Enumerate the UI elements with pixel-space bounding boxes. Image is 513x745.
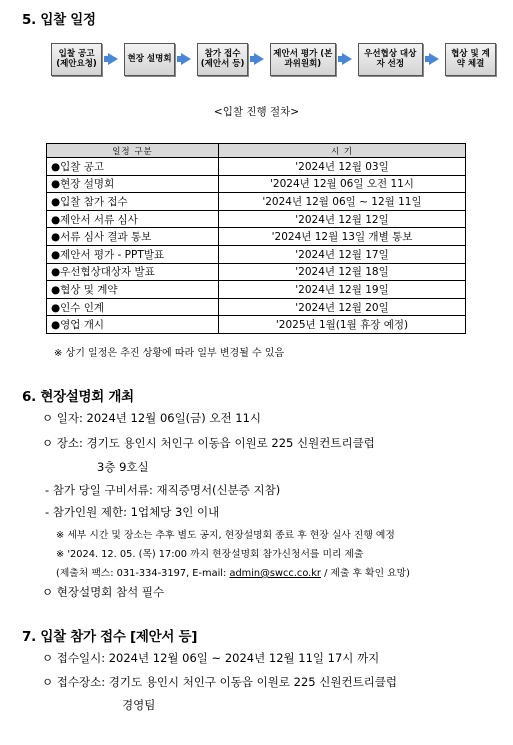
required-documents: - 참가 당일 구비서류: 재직증명서(신분증 지참) (45, 483, 281, 497)
table-row (47, 175, 466, 193)
arrow-right-icon (108, 53, 118, 65)
row-label: ●제안서 서류 심사 (47, 210, 219, 228)
contact-info (56, 565, 410, 579)
briefing-note-2: ※ '2024. 12. 05. (목) 17:00 까지 현장설명회 참가신청서를 미리 제출 (56, 549, 364, 560)
row-date: '2024년 12월 13일 개별 통보 (219, 228, 466, 246)
row-date: '2025년 1월(1월 휴장 예정) (219, 316, 466, 334)
row-label: ●우선협상대상자 발표 (47, 263, 219, 281)
submission-team: 경영팀 (122, 698, 156, 712)
flow-step-1: 입찰 공고 (제안요청) (51, 43, 102, 76)
table-row (47, 281, 466, 299)
row-date: '2024년 12월 17일 (219, 245, 466, 263)
contact-suffix: / 제출 후 확인 요망) (320, 568, 410, 579)
section5-title: 5. 입찰 일정 (22, 12, 96, 28)
flow-step-3: 참가 접수 (제안서 등) (197, 43, 248, 76)
header-category: 일정 구분 (47, 144, 219, 158)
arrow-right-icon (342, 53, 352, 65)
table-header-row (47, 144, 466, 158)
submission-place: ㅇ 접수장소: 경기도 용인시 처인구 이동읍 이원로 225 신원컨트리클럽 (42, 675, 398, 689)
row-date: '2024년 12월 19일 (219, 281, 466, 299)
arrow-right-icon (181, 53, 191, 65)
briefing-place: ㅇ 장소: 경기도 용인시 처인구 이동읍 이원로 225 신원컨트리클럽 (42, 436, 375, 450)
row-date: '2024년 12월 06일 ~ 12월 11일 (219, 193, 466, 211)
table-row (47, 193, 466, 211)
arrow-right-icon (254, 53, 264, 65)
contact-fax: (제출처 팩스: 031-334-3197, E-mail: (56, 568, 230, 579)
briefing-date: ㅇ 일자: 2024년 12월 06일(금) 오전 11시 (42, 411, 262, 425)
row-label: ●인수 인계 (47, 298, 219, 316)
row-date: '2024년 12월 06일 오전 11시 (219, 175, 466, 193)
row-date: '2024년 12월 18일 (219, 263, 466, 281)
table-row (47, 228, 466, 246)
row-date: '2024년 12월 03일 (219, 158, 466, 176)
flow-step-4: 제안서 평가 (본과위원회) (270, 43, 335, 76)
table-row (47, 210, 466, 228)
contact-email-link[interactable]: admin@swcc.co.kr (229, 568, 321, 579)
table-row (47, 298, 466, 316)
process-caption: <입찰 진행 절차> (213, 106, 300, 118)
header-period: 시 기 (219, 144, 466, 158)
table-row (47, 245, 466, 263)
attendee-limit: - 참가인원 제한: 1업체당 3인 이내 (45, 505, 220, 519)
flow-step-2: 현장 설명회 (124, 43, 175, 76)
table-row (47, 263, 466, 281)
row-label: ●입찰 공고 (47, 158, 219, 176)
process-flow (51, 42, 496, 76)
arrow-right-icon (429, 53, 439, 65)
briefing-room: 3층 9호실 (97, 460, 149, 474)
flow-step-5: 우선협상 대상자 선정 (358, 43, 423, 76)
row-label: ●협상 및 계약 (47, 281, 219, 299)
row-date: '2024년 12월 20일 (219, 298, 466, 316)
section7-title: 7. 입찰 참가 접수 [제안서 등] (22, 629, 198, 645)
schedule-note: ※ 상기 일정은 추진 상황에 따라 일부 변경될 수 있음 (54, 348, 285, 359)
schedule-table (46, 143, 466, 334)
briefing-note-1: ※ 세부 시간 및 장소는 추후 별도 공지, 현장설명회 종료 후 현장 실사 진행 예정 (56, 530, 395, 541)
row-date: '2024년 12월 12일 (219, 210, 466, 228)
flow-step-6: 협상 및 계약 체결 (445, 43, 496, 76)
row-label: ●영업 개시 (47, 316, 219, 334)
table-row (47, 316, 466, 334)
row-label: ●현장 설명회 (47, 175, 219, 193)
attendance-required: ㅇ 현장설명회 참석 필수 (42, 585, 165, 599)
submission-period: ㅇ 접수일시: 2024년 12월 06일 ~ 2024년 12월 11일 17시 까지 (42, 651, 380, 665)
row-label: ●제안서 평가 - PPT발표 (47, 245, 219, 263)
table-row (47, 158, 466, 176)
row-label: ●입찰 참가 접수 (47, 193, 219, 211)
row-label: ●서류 심사 결과 통보 (47, 228, 219, 246)
section6-title: 6. 현장설명회 개최 (22, 389, 134, 405)
